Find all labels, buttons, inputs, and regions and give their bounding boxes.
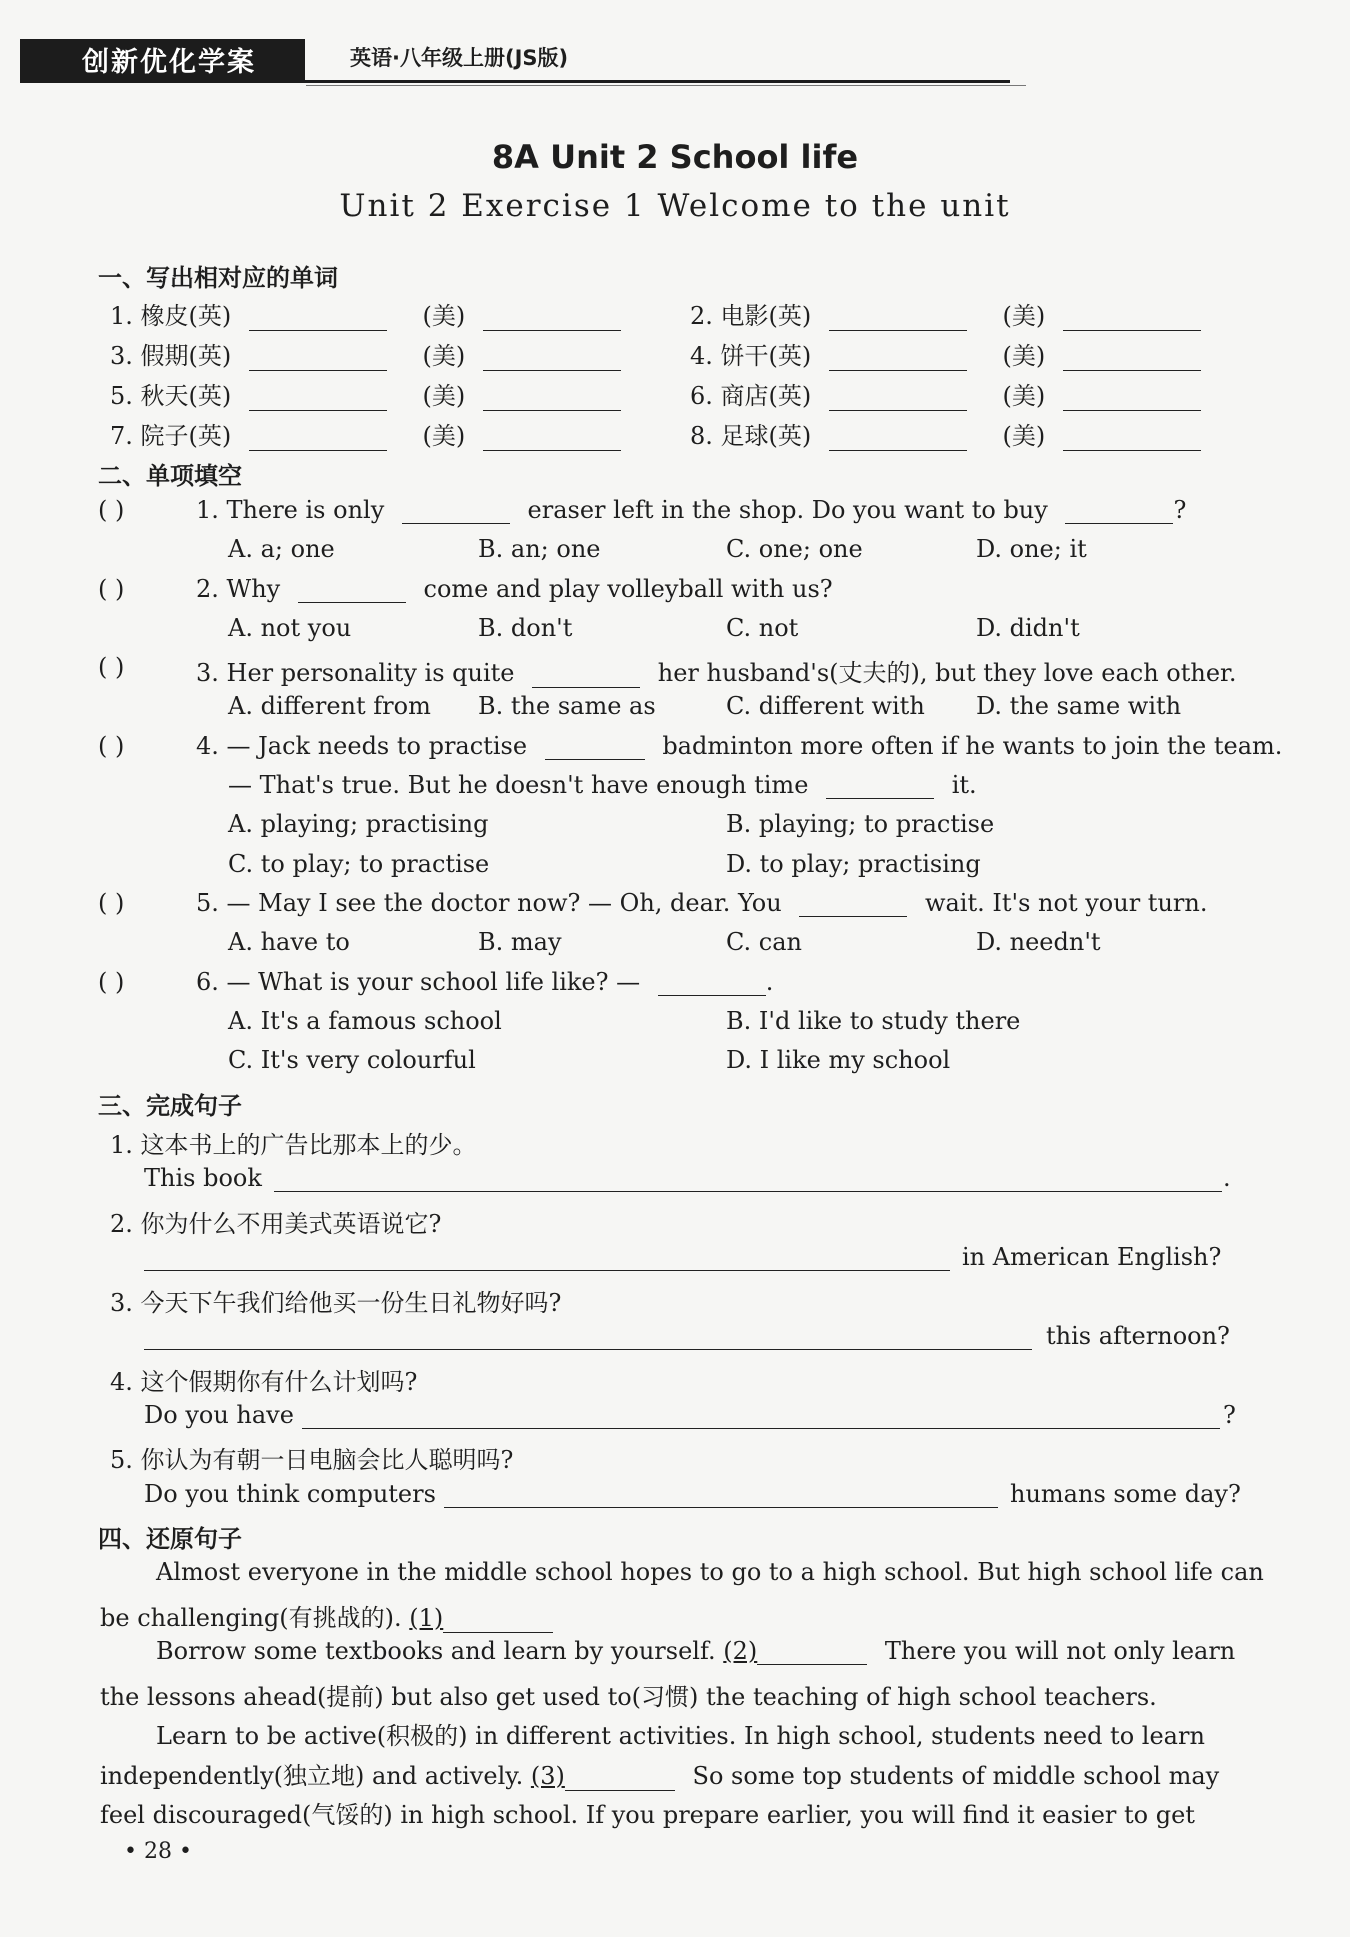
- s3-q3-chinese: 3. 今天下午我们给他买一份生日礼物好吗?: [110, 1289, 562, 1317]
- answer-blank[interactable]: [1063, 304, 1201, 331]
- s1-item-label: 6. 商店(英): [690, 382, 812, 410]
- answer-blank[interactable]: [1065, 497, 1173, 524]
- option-b[interactable]: B. the same as: [478, 692, 656, 720]
- s1-item-5: [110, 376, 621, 411]
- s1-item-label: 8. 足球(英): [690, 422, 812, 450]
- s1-item-label: 4. 饼干(英): [690, 342, 812, 370]
- question-4: [196, 732, 1282, 760]
- header-rule: [20, 80, 1010, 83]
- passage-line-7: feel discouraged(气馁的) in high school. If you prepare earlier, you will find it easier to get: [100, 1801, 1195, 1829]
- header-rule-thin: [306, 85, 1026, 86]
- s3-q5-chinese: 5. 你认为有朝一日电脑会比人聪明吗?: [110, 1446, 514, 1474]
- s1-item-us: (美): [422, 382, 466, 410]
- option-c[interactable]: C. can: [726, 928, 802, 956]
- option-a[interactable]: A. playing; practising: [228, 810, 489, 838]
- brand-logo: 创新优化学案: [82, 47, 256, 78]
- option-c[interactable]: C. one; one: [726, 535, 863, 563]
- answer-blank[interactable]: [249, 344, 387, 371]
- answer-blank[interactable]: [483, 344, 621, 371]
- answer-blank[interactable]: [799, 890, 907, 917]
- s1-item-label: 1. 橡皮(英): [110, 302, 232, 330]
- option-c[interactable]: C. to play; to practise: [228, 850, 490, 878]
- section-2-heading: 二、单项填空: [98, 462, 242, 490]
- page-number: • 28 •: [124, 1839, 192, 1864]
- question-text: 2. Why: [196, 575, 281, 603]
- option-d[interactable]: D. didn't: [976, 614, 1080, 642]
- answer-blank[interactable]: [1063, 424, 1201, 451]
- passage-text: So some top students of middle school may: [692, 1762, 1220, 1790]
- answer-blank[interactable]: [249, 304, 387, 331]
- question-text: wait. It's not your turn.: [924, 889, 1208, 917]
- answer-blank[interactable]: [532, 661, 640, 688]
- question-3: [196, 653, 1237, 688]
- option-d[interactable]: D. I like my school: [726, 1046, 951, 1074]
- question-text: eraser left in the shop. Do you want to buy: [527, 496, 1048, 524]
- option-c[interactable]: C. not: [726, 614, 799, 642]
- s1-item-label: 5. 秋天(英): [110, 382, 232, 410]
- passage-text: independently(独立地) and actively.: [100, 1762, 524, 1790]
- answer-line[interactable]: [144, 1349, 1032, 1350]
- answer-blank[interactable]: [402, 497, 510, 524]
- option-c[interactable]: C. different with: [726, 692, 925, 720]
- option-b[interactable]: B. may: [478, 928, 562, 956]
- option-b[interactable]: B. playing; to practise: [726, 810, 995, 838]
- question-text: her husband's(丈夫的), but they love each other.: [657, 659, 1237, 687]
- question-text: — That's true. But he doesn't have enough time: [228, 771, 809, 799]
- question-2: [196, 575, 833, 603]
- section-3-heading: 三、完成句子: [98, 1092, 242, 1120]
- s3-q2-chinese: 2. 你为什么不用美式英语说它?: [110, 1210, 442, 1238]
- s1-item-6: [690, 376, 1201, 411]
- option-b[interactable]: B. an; one: [478, 535, 601, 563]
- question-text: 1. There is only: [196, 496, 385, 524]
- answer-line[interactable]: [274, 1191, 1222, 1192]
- s3-q1-end: .: [1223, 1164, 1231, 1192]
- answer-blank[interactable]: [483, 424, 621, 451]
- s3-q1-prompt: This book: [144, 1164, 262, 1192]
- s1-item-1: [110, 296, 621, 331]
- question-text: 4. — Jack needs to practise: [196, 732, 528, 760]
- s1-item-label: 2. 电影(英): [690, 302, 812, 330]
- book-subtitle: 英语·八年级上册(JS版): [350, 46, 569, 70]
- question-text: come and play volleyball with us?: [423, 575, 833, 603]
- blank-label: (1): [409, 1604, 444, 1632]
- passage-text: Borrow some textbooks and learn by yourself.: [156, 1637, 716, 1665]
- question-4-reply: [228, 771, 977, 799]
- passage-line-3: [156, 1637, 1235, 1665]
- answer-blank[interactable]: [443, 1606, 553, 1633]
- s1-item-label: 7. 院子(英): [110, 422, 232, 450]
- s1-item-us: (美): [422, 302, 466, 330]
- answer-blank[interactable]: [826, 772, 934, 799]
- blank-label: (3): [530, 1762, 565, 1790]
- passage-text: be challenging(有挑战的).: [100, 1604, 402, 1632]
- s3-q4-prompt: Do you have: [144, 1401, 294, 1429]
- s1-item-us: (美): [422, 342, 466, 370]
- s3-q4-chinese: 4. 这个假期你有什么计划吗?: [110, 1368, 418, 1396]
- answer-blank[interactable]: [545, 733, 645, 760]
- question-text: badminton more often if he wants to join the team.: [662, 732, 1283, 760]
- s3-q4-end: ?: [1223, 1401, 1236, 1429]
- answer-blank[interactable]: [658, 969, 766, 996]
- answer-blank[interactable]: [565, 1764, 675, 1791]
- answer-blank[interactable]: [298, 576, 406, 603]
- s3-q1-chinese: 1. 这本书上的广告比那本上的少。: [110, 1131, 477, 1159]
- s1-item-label: 3. 假期(英): [110, 342, 232, 370]
- answer-blank[interactable]: [1063, 344, 1201, 371]
- passage-line-1: Almost everyone in the middle school hopes to go to a high school. But high school life can: [156, 1558, 1264, 1586]
- passage-line-4: the lessons ahead(提前) but also get used to(习惯) the teaching of high school teachers.: [100, 1683, 1157, 1711]
- exercise-title: Unit 2 Exercise 1 Welcome to the unit: [339, 188, 1011, 224]
- option-d[interactable]: D. to play; practising: [726, 850, 981, 878]
- option-d[interactable]: D. the same with: [976, 692, 1182, 720]
- question-text: it.: [951, 771, 977, 799]
- answer-paren[interactable]: ( ): [98, 653, 125, 681]
- passage-line-2: [100, 1598, 553, 1633]
- s1-item-8: [690, 416, 1201, 451]
- s1-item-us: (美): [1002, 302, 1046, 330]
- option-a[interactable]: A. not you: [228, 614, 352, 642]
- answer-paren[interactable]: ( ): [98, 732, 125, 760]
- answer-paren[interactable]: ( ): [98, 575, 125, 603]
- question-6: [196, 968, 773, 996]
- answer-blank[interactable]: [829, 384, 967, 411]
- answer-paren[interactable]: ( ): [98, 889, 125, 917]
- option-c[interactable]: C. It's very colourful: [228, 1046, 476, 1074]
- s3-q2-end: in American English?: [962, 1243, 1222, 1271]
- s1-item-3: [110, 336, 621, 371]
- passage-line-6: [100, 1756, 1219, 1791]
- section-4-heading: 四、还原句子: [98, 1525, 242, 1553]
- question-1: [196, 496, 1186, 524]
- answer-blank[interactable]: [829, 344, 967, 371]
- s1-item-us: (美): [1002, 382, 1046, 410]
- s1-item-us: (美): [422, 422, 466, 450]
- blank-label: (2): [723, 1637, 758, 1665]
- s3-q5-prompt: Do you think computers: [144, 1480, 436, 1508]
- passage-line-5: Learn to be active(积极的) in different activities. In high school, students need to learn: [156, 1722, 1205, 1750]
- question-text: 3. Her personality is quite: [196, 659, 515, 687]
- section-1-heading: 一、写出相对应的单词: [98, 264, 338, 292]
- s1-item-2: [690, 296, 1201, 331]
- unit-title: 8A Unit 2 School life: [491, 138, 859, 176]
- answer-paren[interactable]: ( ): [98, 496, 125, 524]
- option-a[interactable]: A. different from: [228, 692, 431, 720]
- answer-blank[interactable]: [757, 1638, 867, 1665]
- answer-blank[interactable]: [829, 424, 967, 451]
- answer-blank[interactable]: [483, 304, 621, 331]
- s1-item-us: (美): [1002, 342, 1046, 370]
- question-text: .: [765, 968, 774, 996]
- question-text: 5. — May I see the doctor now? — Oh, dear. You: [196, 889, 782, 917]
- option-b[interactable]: B. I'd like to study there: [726, 1007, 1021, 1035]
- option-a[interactable]: A. have to: [228, 928, 350, 956]
- answer-paren[interactable]: ( ): [98, 968, 125, 996]
- answer-line[interactable]: [144, 1270, 950, 1271]
- answer-blank[interactable]: [249, 384, 387, 411]
- answer-blank[interactable]: [249, 424, 387, 451]
- answer-blank[interactable]: [483, 384, 621, 411]
- option-b[interactable]: B. don't: [478, 614, 573, 642]
- option-a[interactable]: A. a; one: [228, 535, 335, 563]
- answer-line[interactable]: [302, 1428, 1220, 1429]
- answer-blank[interactable]: [829, 304, 967, 331]
- question-text: 6. — What is your school life like? —: [196, 968, 641, 996]
- option-d[interactable]: D. needn't: [976, 928, 1101, 956]
- question-text: ?: [1173, 496, 1187, 524]
- s1-item-4: [690, 336, 1201, 371]
- passage-text: There you will not only learn: [884, 1637, 1236, 1665]
- s3-q5-end: humans some day?: [1010, 1480, 1241, 1508]
- option-d[interactable]: D. one; it: [976, 535, 1087, 563]
- option-a[interactable]: A. It's a famous school: [228, 1007, 502, 1035]
- s3-q3-end: this afternoon?: [1046, 1322, 1230, 1350]
- s1-item-us: (美): [1002, 422, 1046, 450]
- question-5: [196, 889, 1207, 917]
- answer-blank[interactable]: [1063, 384, 1201, 411]
- answer-line[interactable]: [444, 1507, 998, 1508]
- s1-item-7: [110, 416, 621, 451]
